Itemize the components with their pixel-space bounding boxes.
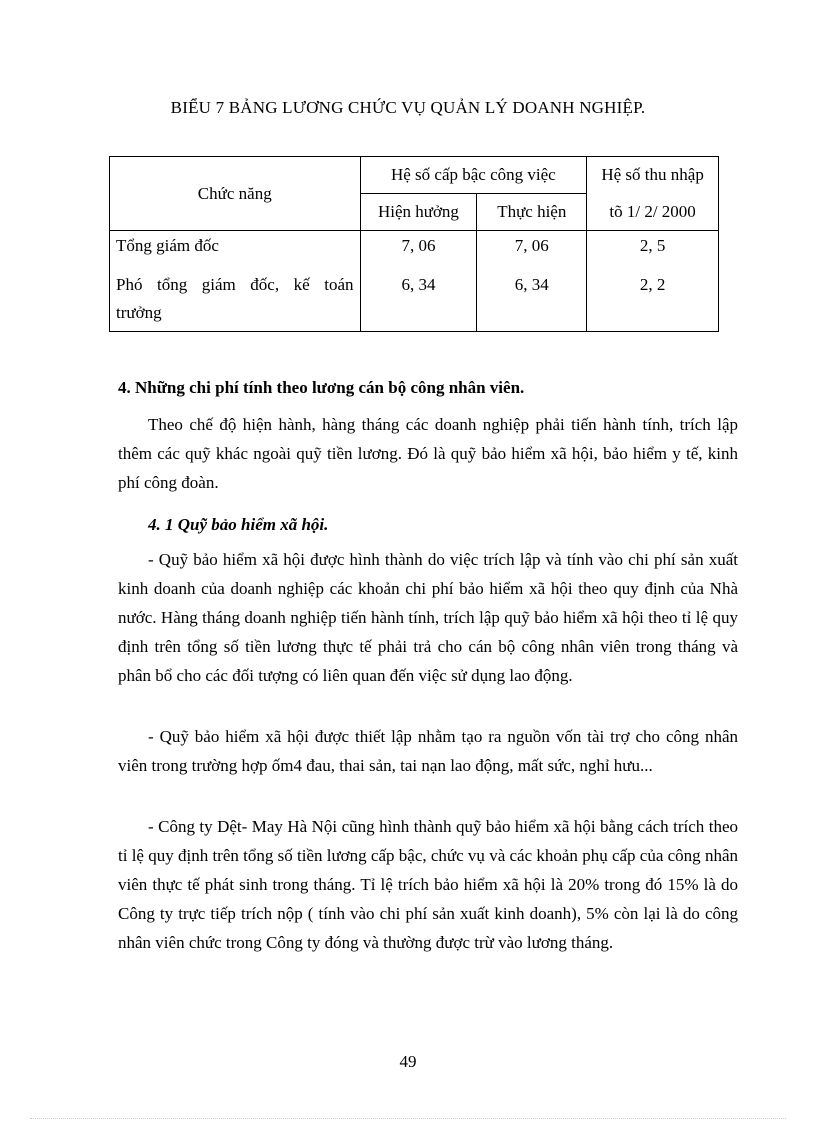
row1-actual: 7, 06 xyxy=(477,231,587,268)
table-header-row xyxy=(110,157,719,194)
section-4-heading: 4. Những chi phí tính theo lương cán bộ công nhân viên. xyxy=(118,378,525,397)
row1-income: 2, 5 xyxy=(587,231,719,268)
footer-divider xyxy=(30,1118,786,1119)
section-4-paragraph: Theo chế độ hiện hành, hàng tháng các doanh nghiệp phải tiến hành tính, trích lập thêm các quỹ khác ngoài quỹ tiền lương. Đó là quỹ bảo hiểm xã hội, bảo hiểm y tế, kinh phí công đoàn. xyxy=(118,415,738,492)
header-current: Hiện hưởng xyxy=(360,194,477,231)
row2-income: 2, 2 xyxy=(587,267,719,332)
header-actual: Thực hiện xyxy=(477,194,587,231)
row2-function-line2: trưởng xyxy=(116,303,162,322)
paragraph-3: - Công ty Dệt- May Hà Nội cũng hình thành quỹ bảo hiểm xã hội bằng cách trích theo tỉ lệ quy định trên tổng số tiền lương cấp bậc, chức vụ và các khoản phụ cấp của công nhân viên thực tế phát sinh trong tháng. Tỉ lệ trích bảo hiểm xã hội là 20% trong đó 15% là do Công ty trực tiếp trích nộp ( tính vào chi phí sản xuất kinh doanh), 5% còn lại là do công nhân viên chức trong Công ty đóng và thường được trừ vào lương tháng. xyxy=(118,817,738,952)
header-function: Chức năng xyxy=(110,157,361,231)
header-income-line2: tõ 1/ 2/ 2000 xyxy=(587,194,719,231)
paragraph-1: - Quỹ bảo hiểm xã hội được hình thành do việc trích lập và tính vào chi phí sản xuất kinh doanh của doanh nghiệp các khoản chi phí bảo hiểm xã hội theo quy định của Nhà nước. Hàng tháng doanh nghiệp tiến hành tính, trích lập quỹ bảo hiểm xã hội theo tỉ lệ quy định trên tổng số tiền lương thực tế phải trả cho cán bộ công nhân viên trong tháng và phân bổ cho các đối tượng có liên quan đến việc sử dụng lao động. xyxy=(118,550,738,685)
paragraph-2: - Quỹ bảo hiểm xã hội được thiết lập nhằm tạo ra nguồn vốn tài trợ cho công nhân viên trong trường hợp ốm4 đau, thai sản, tai nạn lao động, mất sức, nghỉ hưu... xyxy=(118,727,738,775)
row2-function-line1: Phó tổng giám đốc, kế toán xyxy=(116,275,354,294)
row1-function: Tổng giám đốc xyxy=(110,231,361,268)
table-row xyxy=(110,231,719,268)
header-income-line1: Hệ số thu nhập xyxy=(587,157,719,194)
document-title: BIỂU 7 BẢNG LƯƠNG CHỨC VỤ QUẢN LÝ DOANH NGHIỆP. xyxy=(170,98,646,117)
table-row xyxy=(110,267,719,332)
row2-actual: 6, 34 xyxy=(477,267,587,332)
header-grade: Hệ số cấp bậc công việc xyxy=(360,157,587,194)
row1-current: 7, 06 xyxy=(360,231,477,268)
page-number: 49 xyxy=(399,1052,417,1071)
row2-current: 6, 34 xyxy=(360,267,477,332)
salary-table xyxy=(109,156,719,332)
row2-function xyxy=(110,267,361,332)
section-4-1-heading: 4. 1 Quỹ bảo hiểm xã hội. xyxy=(148,515,329,534)
